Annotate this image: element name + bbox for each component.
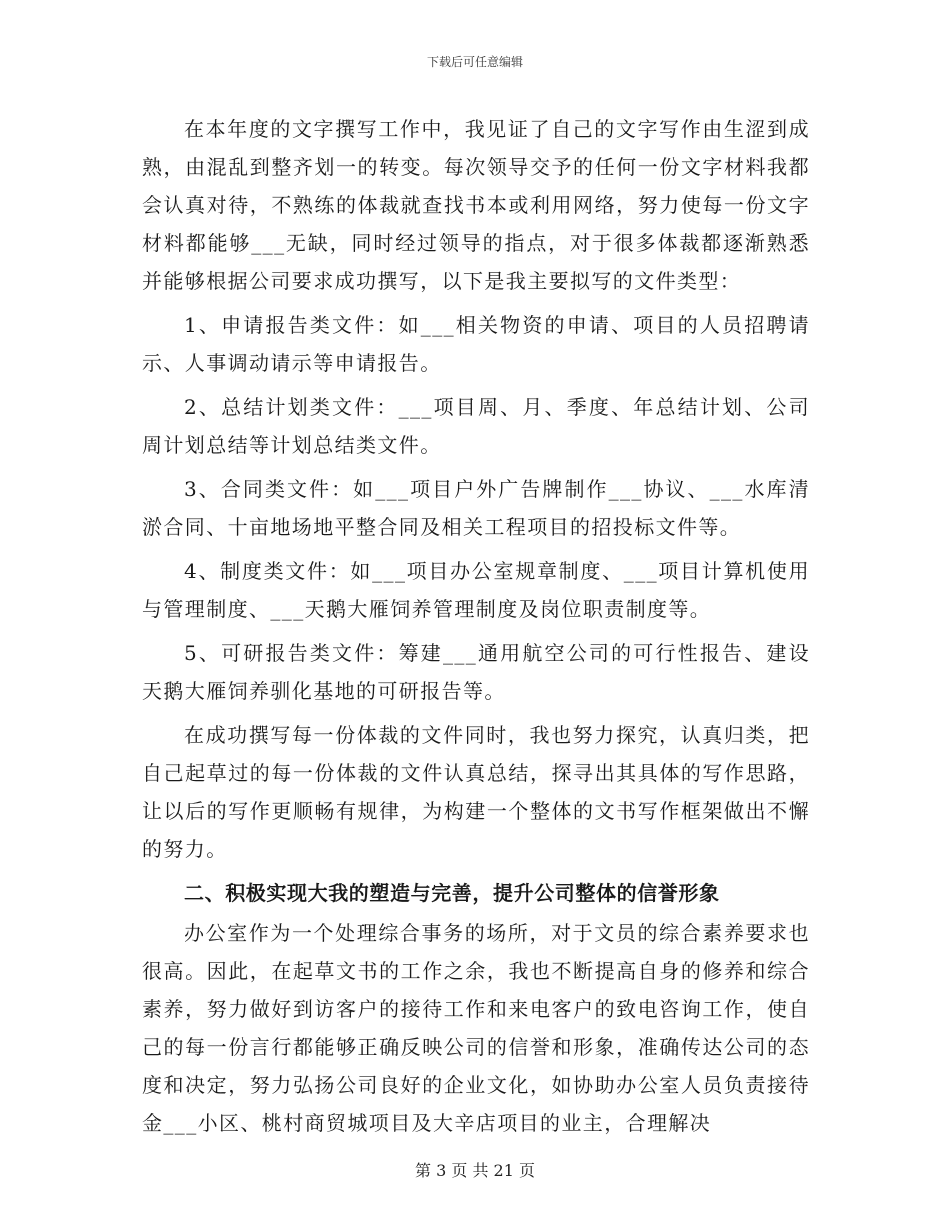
paragraph-office-role: 办公室作为一个处理综合事务的场所，对于文员的综合素养要求也很高。因此，在起草文书的工作之余，我也不断提高自身的修养和综合素养，努力做好到访客户的接待工作和来电客户的致电咨询工作，使自己的每一份言行都能够正确反映公司的信誉和形象，准确传达公司的态度和决定，努力弘扬公司良好的企业文化，如协助办公室人员负责接待金___小区、桃村商贸城项目及大辛店项目的业主，合理解决 bbox=[142, 921, 810, 1135]
paragraph-summary: 在成功撰写每一份体裁的文件同时，我也努力探究，认真归类，把自己起草过的每一份体裁的文件认真总结，探寻出其具体的写作思路，让以后的写作更顺畅有规律，为构建一个整体的文书写作框架做出不懈的努力。 bbox=[142, 723, 810, 861]
list-item-regulations: 4、制度类文件：如___项目办公室规章制度、___项目计算机使用与管理制度、___天鹅大雁饲养管理制度及岗位职责制度等。 bbox=[142, 559, 810, 621]
list-item-summary-plans: 2、总结计划类文件：___项目周、月、季度、年总结计划、公司周计划总结等计划总结类文件。 bbox=[142, 395, 810, 457]
section-heading: 二、积极实现大我的塑造与完善，提升公司整体的信誉形象 bbox=[184, 881, 720, 905]
list-item-contracts: 3、合同类文件：如___项目户外广告牌制作___协议、___水库清淤合同、十亩地场地平整合同及相关工程项目的招投标文件等。 bbox=[142, 477, 810, 539]
page-number: 第 3 页 共 21 页 bbox=[415, 1161, 535, 1180]
list-item-application-reports: 1、申请报告类文件：如___相关物资的申请、项目的人员招聘请示、人事调动请示等申请报告。 bbox=[142, 313, 810, 375]
document-header-note: 下载后可任意编辑 bbox=[426, 55, 523, 69]
list-item-feasibility-reports: 5、可研报告类文件：筹建___通用航空公司的可行性报告、建设天鹅大雁饲养驯化基地的可研报告等。 bbox=[142, 641, 810, 703]
document-body bbox=[142, 110, 810, 1142]
paragraph-intro: 在本年度的文字撰写工作中，我见证了自己的文字写作由生涩到成熟，由混乱到整齐划一的转变。每次领导交予的任何一份文字材料我都会认真对待，不熟练的体裁就查找书本或利用网络，努力使每一份文字材料都能够___无缺，同时经过领导的指点，对于很多体裁都逐渐熟悉并能够根据公司要求成功撰写，以下是我主要拟写的文件类型： bbox=[142, 117, 810, 293]
